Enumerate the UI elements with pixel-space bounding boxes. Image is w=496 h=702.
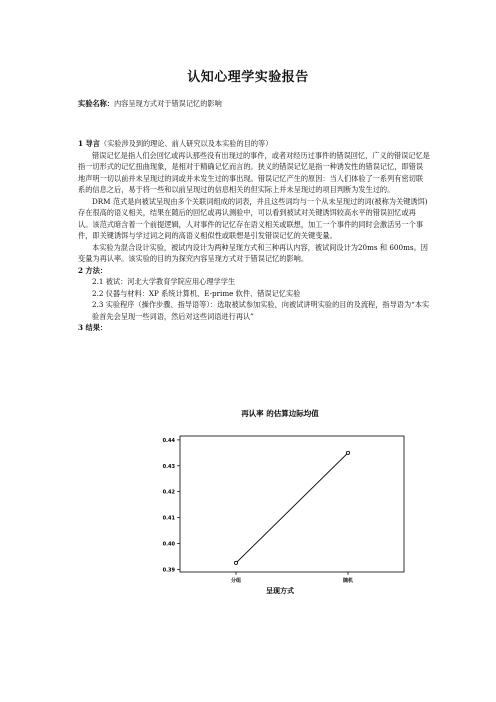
estimated-means-chart — [140, 404, 420, 600]
method-item-1: 2.1 被试：河北大学教育学院应用心理学学生 — [92, 277, 236, 286]
experiment-name-row — [78, 98, 430, 110]
intro-paragraph-1: 错误记忆是指人们会回忆或再认那些没有出现过的事件，或者对经历过事件的错误回忆，广义的错误记忆是指一切形式的记忆扭曲现象，是相对于精确记忆而言的。狭义的错误记忆是指一种诱发性的错误记忆，即错误地声明一切以前并未呈现过的词或并未发生过的事出现。错误记忆产生的原因：当人们体验了一系列有密切联系的信息之后，易于将一些和以前呈现过的信息相关的但实际上并未呈现过的项目判断为发生过的。 — [78, 150, 430, 194]
section-introduction — [78, 138, 430, 334]
section-1-note: （实验涉及到的理论、前人研究以及本实验的目的等） — [99, 139, 273, 148]
data-point — [234, 561, 237, 564]
section-1-title: 1 导言 — [78, 139, 100, 148]
report-title: 认知心理学实验报告 — [187, 70, 309, 85]
experiment-name-label: 实验名称 — [78, 99, 107, 108]
intro-paragraph-2: DRM 范式是向被试呈现由多个关联词组成的词表，并且这些词均与一个从未呈现过的词(被称为关键诱饵)存在很高的语义相关，结果在随后的回忆或再认测验中，可以看到被试对关键诱饵较高水平的错误回忆或再认。该范式暗含着一个前提逻辑，人对事件的记忆存在语义相关或联想，加工一个事件的同时会激活另一个事件，即关键诱饵与学过词之间的高语义相似性或联想是引发错误记忆的关键变量。 — [78, 196, 428, 240]
y-tick-label: 0.40 — [162, 541, 175, 548]
y-axis — [163, 438, 180, 574]
data-point — [346, 451, 349, 454]
y-tick-label: 0.43 — [162, 463, 175, 470]
plot-frame — [180, 436, 404, 572]
x-tick-label: 分组 — [230, 578, 242, 584]
x-axis-label: 呈现方式 — [266, 587, 294, 595]
chart-title: 再认率 的估算边际均值 — [241, 409, 319, 418]
y-tick-label: 0.41 — [162, 515, 175, 522]
series-layer — [234, 451, 349, 564]
y-tick-label: 0.44 — [162, 437, 175, 444]
x-axis — [230, 572, 353, 584]
section-3-title: 3 结果： — [78, 323, 108, 332]
chart-svg — [140, 404, 420, 600]
method-item-3: 2.3 实验程序（操作步骤、指导语等）：选取被试参加实验，向被试讲明实验的目的及流程，指导语为“本实验首先会呈现一些词语，然后对这些词语进行再认” — [92, 300, 430, 321]
y-tick-label: 0.39 — [162, 567, 175, 574]
experiment-name: 内容呈现方式对于错误记忆的影响 — [113, 99, 222, 108]
intro-paragraph-3: 本实验为混合设计实验，被试内设计为两种呈现方式和三种再认内容，被试间设计为20ms 和 600ms。因变量为再认率。该实验的目的为探究内容呈现方式对于错误记忆的影响。 — [78, 242, 428, 263]
y-tick-label: 0.42 — [162, 489, 175, 496]
method-item-2: 2.2 仪器与材料：XP 系统计算机、E-prime 软件、错误记忆实验 — [92, 288, 301, 298]
section-2-title: 2 方法： — [78, 265, 108, 275]
experiment-name-colon: ： — [106, 99, 114, 108]
series-line — [236, 453, 348, 563]
x-tick-label: 随机 — [342, 578, 354, 584]
